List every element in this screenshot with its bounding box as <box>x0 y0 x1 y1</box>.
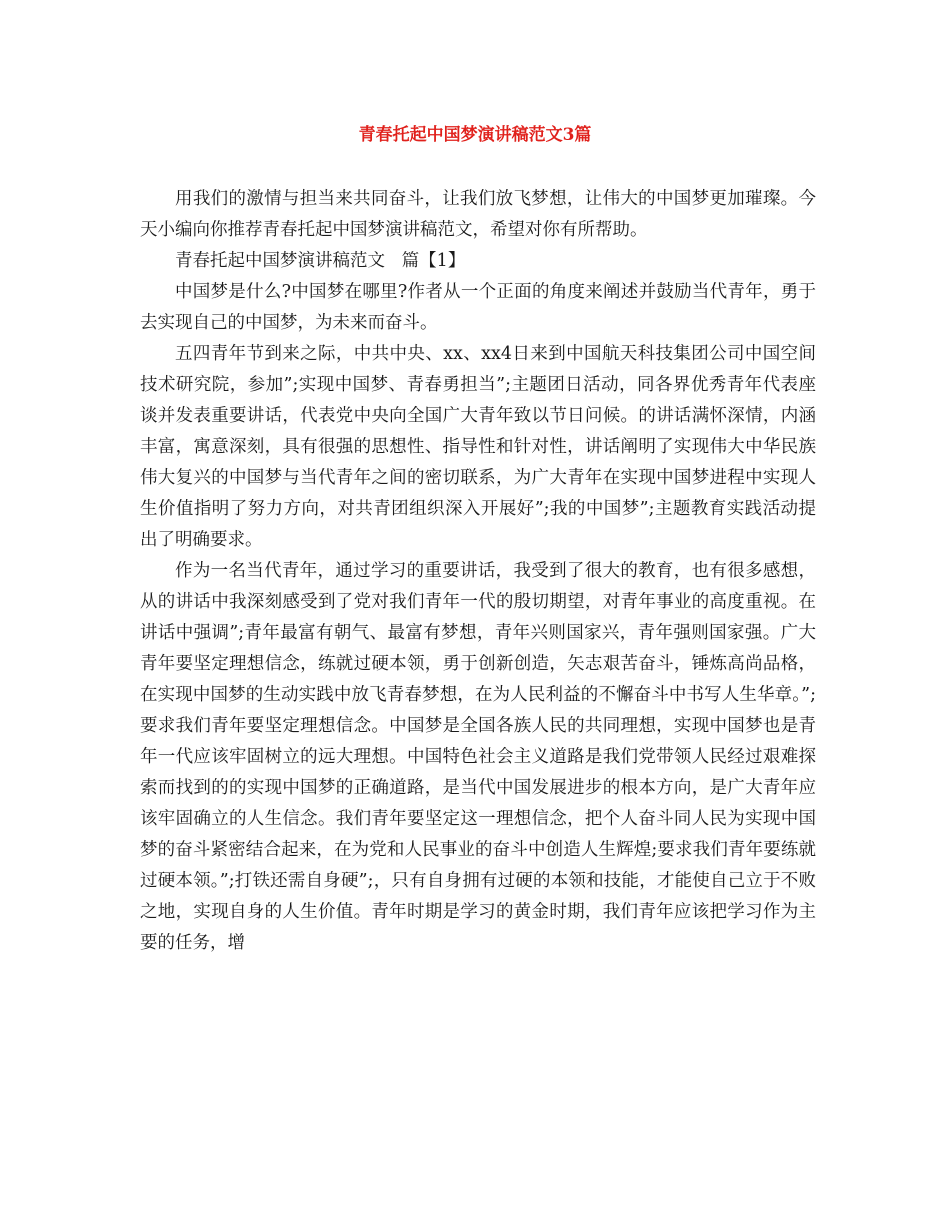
section-heading: 青春托起中国梦演讲稿范文 篇【1】 <box>175 251 466 271</box>
body-paragraph: 作为一名当代青年，通过学习的重要讲话，我受到了很大的教育，也有很多感想，从的讲话中我深刻感受到了党对我们青年一代的殷切期望，对青年事业的高度重视。在讲话中强调”;青年最富有朝气、最富有梦想，青年兴则国家兴，青年强则国家强。广大青年要坚定理想信念，练就过硬本领，勇于创新创造，矢志艰苦奋斗，锤炼高尚品格，在实现中国梦的生动实践中放飞青春梦想，在为人民利益的不懈奋斗中书写人生华章。”;要求我们青年要坚定理想信念。中国梦是全国各族人民的共同理想，实现中国梦也是青年一代应该牢固树立的远大理想。中国特色社会主义道路是我们党带领人民经过艰难探索而找到的的实现中国梦的正确道路，是当代中国发展进步的根本方向，是广大青年应该牢固确立的人生信念。我们青年要坚定这一理想信念，把个人奋斗同人民为实现中国梦的奋斗紧密结合起来，在为党和人民事业的奋斗中创造人生辉煌;要求我们青年要练就过硬本领。”;打铁还需自身硬”;，只有自身拥有过硬的本领和技能，才能使自己立于不败之地，实现自身的人生价值。青年时期是学习的黄金时期，我们青年应该把学习作为主要的任务，增 <box>140 561 816 953</box>
body-paragraph: 五四青年节到来之际，中共中央、xx、xx4日来到中国航天科技集团公司中国空间技术研究院，参加”;实现中国梦、青春勇担当”;主题团日活动，同各界优秀青年代表座谈并发表重要讲话，代表党中央向全国广大青年致以节日问候。的讲话满怀深情，内涵丰富，寓意深刻，具有很强的思想性、指导性和针对性，讲话阐明了实现伟大中华民族伟大复兴的中国梦与当代青年之间的密切联系，为广大青年在实现中国梦进程中实现人生价值指明了努力方向，对共青团组织深入开展好”;我的中国梦”;主题教育实践活动提出了明确要求。 <box>140 344 816 550</box>
intro-paragraph: 用我们的激情与担当来共同奋斗，让我们放飞梦想，让伟大的中国梦更加璀璨。今天小编向你推荐青春托起中国梦演讲稿范文，希望对你有所帮助。 <box>140 189 816 240</box>
body-paragraph: 中国梦是什么?中国梦在哪里?作者从一个正面的角度来阐述并鼓励当代青年，勇于去实现自己的中国梦，为未来而奋斗。 <box>140 282 816 333</box>
document-title: 青春托起中国梦演讲稿范文3篇 <box>358 125 592 145</box>
document-body <box>140 184 816 959</box>
